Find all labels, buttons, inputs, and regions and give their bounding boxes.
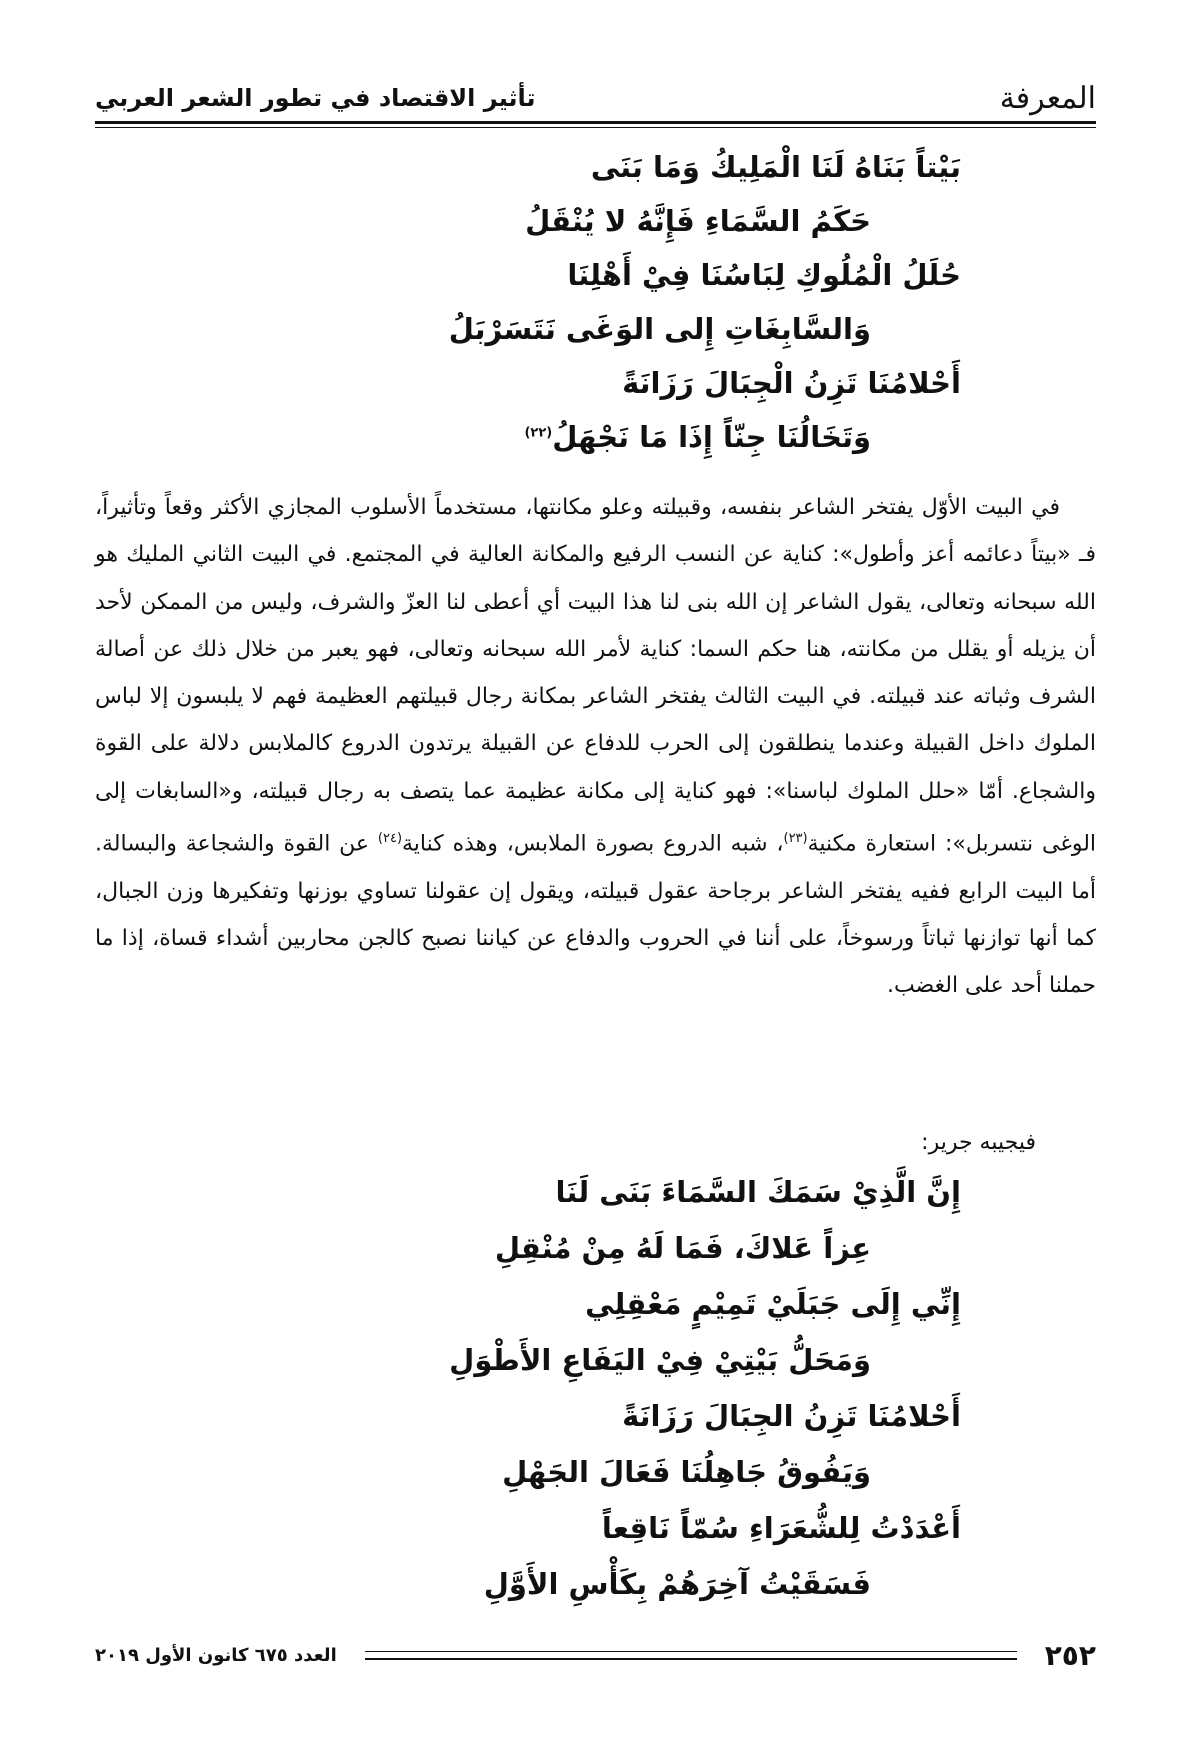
poem-verse: وَمَحَلُّ بَيْتِيْ فِيْ اليَفَاعِ الأَطْوَلِ [449,1343,871,1377]
running-title: تأثير الاقتصاد في تطور الشعر العربي [95,84,536,112]
footer-rule [365,1651,1017,1660]
commentary-paragraph [95,484,1096,1010]
poem-intro: فيجيبه جرير: [921,1130,1036,1155]
poem-verse: حَكَمُ السَّمَاءِ فَإِنَّهُ لا يُنْقَلُ [525,204,871,238]
poem-verse: أَحْلامُنَا تَزِنُ الجِبَالَ رَزَانَةً [622,1399,961,1433]
poem-verse: وَيَفُوقُ جَاهِلُنَا فَعَالَ الجَهْلِ [502,1455,871,1489]
header-rule-thin [95,127,1096,128]
poem-block-2 [95,1175,961,1605]
page-footer [95,1640,1096,1670]
page-header [95,72,1096,118]
poem-verse: إِنَّ الَّذِيْ سَمَكَ السَّمَاءَ بَنَى لَنَا [555,1175,961,1209]
poem-verse: حُلَلُ الْمُلُوكِ لِبَاسُنَا فِيْ أَهْلِنَا [567,258,961,292]
page-number: ٢٥٢ [1044,1638,1096,1672]
issue-info: العدد ٦٧٥ كانون الأول ٢٠١٩ [95,1644,337,1666]
commentary-part: ، شبه الدروع بصورة الملابس، وهذه كناية [402,831,784,857]
poem-verse: أَعْدَدْتُ لِلشُّعَرَاءِ سُمّاً نَاقِعاً [601,1511,961,1545]
poem-verse: إِنِّي إِلَى جَبَلَيْ تَمِيْمٍ مَعْقِلِي [585,1287,961,1321]
poem-verse: فَسَقَيْتُ آخِرَهُمْ بِكَأْسِ الأَوَّلِ [483,1567,871,1601]
commentary-part: عن القوة والشجاعة والبسالة. أما البيت الرابع ففيه يفتخر الشاعر برجاحة عقول قبيلته، ويقول إن عقولنا تساوي بوزنها وتفكيرها وزن الجبال، كما أنها توازنها ثباتاً ورسوخاً، على أننا في الحروب والدفاع عن كياننا نصبح كالجن محاربين أشداء قساة، إذا ما حملنا أحد على الغضب. [95,831,1096,999]
poem-verse-text: وَتَخَالُنَا جِنّاً إِذَا مَا نَجْهَلُ [552,420,871,454]
footnote-marker: (٢٤) [377,831,403,847]
poem-block-1 [95,150,961,470]
poem-verse: بَيْتاً بَنَاهُ لَنَا الْمَلِيكُ وَمَا بَنَى [590,150,961,184]
poem-verse: عِزاً عَلاكَ، فَمَا لَهُ مِنْ مُنْقِلِ [494,1231,871,1265]
commentary-part: في البيت الأوّل يفتخر الشاعر بنفسه، وقبيلته وعلو مكانتها، مستخدماً الأسلوب المجازي الأكثر وقعاً وتأثيراً، فـ «بيتاً دعائمه أعز وأطول»: كناية عن النسب الرفيع والمكانة العالية في المجتمع. في البيت الثاني المليك هو الله سبحانه وتعالى، يقول الشاعر إن الله بنى لنا هذا البيت أي أعطى لنا العزّ والشرف، وليس من الممكن لأحد أن يزيله أو يقلل من مكانته، هنا حكم السما: كناية لأمر الله سبحانه وتعالى، فهو يعبر من خلال ذلك عن أصالة الشرف وثباته عند قبيلته. في البيت الثالث يفتخر الشاعر بمكانة رجال قبيلتهم العظيمة فهم لا يلبسون إلا لباس الملوك داخل القبيلة وعندما ينطلقون إلى الحرب للدفاع عن القبيلة يرتدون الدروع كالملابس دلالة على القوة والشجاع. أمّا «حلل الملوك لباسنا»: فهو كناية إلى مكانة عظيمة عما يتصف به رجال قبيلته، و«السابغات إلى الوغى نتسربل»: استعارة مكنية [95,495,1097,857]
footnote-marker: (٢٢) [524,425,553,441]
poem-verse: أَحْلامُنَا تَزِنُ الْجِبَالَ رَزَانَةً [622,366,961,400]
journal-logo: المعرفة [999,81,1096,116]
header-rule [95,121,1096,124]
footnote-marker: (٢٣) [783,831,808,847]
commentary-text [95,484,1096,1010]
poem-verse [524,420,871,454]
poem-verse: وَالسَّابِغَاتِ إِلى الوَغَى نَتَسَرْبَلُ [448,312,871,346]
